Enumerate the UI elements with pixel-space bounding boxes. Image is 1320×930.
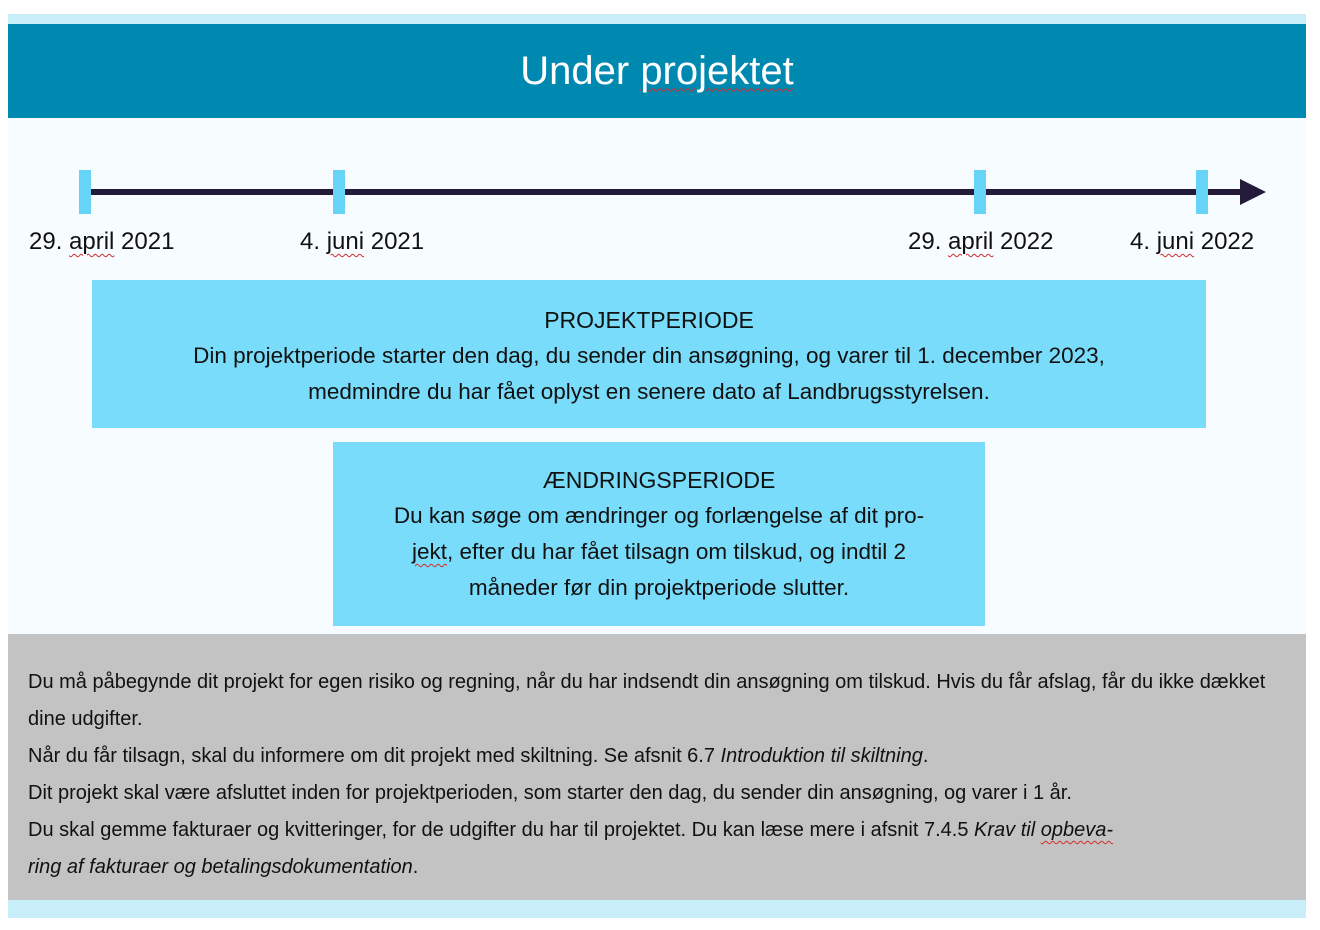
projektperiode-text-line: medmindre du har fået oplyst en senere dato af Landbrugsstyrelsen. — [308, 379, 990, 404]
note-paragraph: Du må påbegynde dit projekt for egen risiko og regning, når du har indsendt din ansøgning om tilskud. Hvis du får afslag, får du ikke dækket dine udgifter. — [28, 671, 1266, 730]
timeline-arrow-head — [1240, 179, 1266, 205]
timeline-date-label: 4. juni 2021 — [300, 228, 425, 255]
section-reference: Introduktion til skiltning — [720, 745, 923, 767]
aendringsperiode-text-line: måneder før din projektperiode slutter. — [468, 575, 850, 600]
timeline-marker — [79, 170, 91, 214]
spellcheck-word: opbeva- — [1040, 819, 1113, 841]
aendringsperiode-box — [333, 442, 985, 626]
aendringsperiode-text-line: jekt, efter du har fået tilsagn om tilskud, og indtil 2 — [411, 539, 906, 564]
spellcheck-word: juni — [326, 228, 365, 255]
projektperiode-title: PROJEKTPERIODE — [544, 307, 754, 333]
timeline-marker — [1196, 170, 1208, 214]
timeline-marker — [974, 170, 986, 214]
notes-panel — [8, 634, 1306, 900]
timeline-marker — [333, 170, 345, 214]
spellcheck-word: juni — [1156, 228, 1195, 255]
spellcheck-word: jekt — [411, 539, 447, 564]
note-paragraph: Dit projekt skal være afsluttet inden for projektperioden, som starter den dag, du sender din ansøgning, og varer i 1 år. — [28, 782, 1072, 804]
timeline — [8, 14, 1306, 274]
note-paragraph: Når du får tilsagn, skal du informere om dit projekt med skiltning. Se afsnit 6.7 Introduktion til skiltning. — [28, 745, 929, 767]
projektperiode-text-line: Din projektperiode starter den dag, du sender din ansøgning, og varer til 1. december 2023, — [193, 343, 1105, 368]
bottom-accent-strip — [8, 900, 1306, 918]
section-reference: Krav til opbeva- ring af fakturaer og betalingsdokumentation — [28, 819, 1113, 878]
projektperiode-box — [92, 280, 1206, 428]
timeline-date-label: 29. april 2021 — [29, 228, 175, 255]
aendringsperiode-text-line: Du kan søge om ændringer og forlængelse af dit pro- — [393, 503, 925, 528]
spellcheck-word: april — [69, 228, 115, 255]
timeline-diagram — [8, 14, 1306, 918]
timeline-date-label: 29. april 2022 — [908, 228, 1054, 255]
aendringsperiode-title: ÆNDRINGSPERIODE — [542, 467, 776, 493]
note-paragraph: Du skal gemme fakturaer og kvitteringer, for de udgifter du har til projektet. Du kan læse mere i afsnit 7.4.5 Krav til opbeva- ring af fakturaer og betalingsdokumentation. — [28, 819, 1113, 878]
spellcheck-word: projektet — [640, 48, 794, 93]
timeline-date-label: 4. juni 2022 — [1130, 228, 1255, 255]
header-title: Under projektet — [520, 48, 794, 93]
spellcheck-word: april — [948, 228, 994, 255]
